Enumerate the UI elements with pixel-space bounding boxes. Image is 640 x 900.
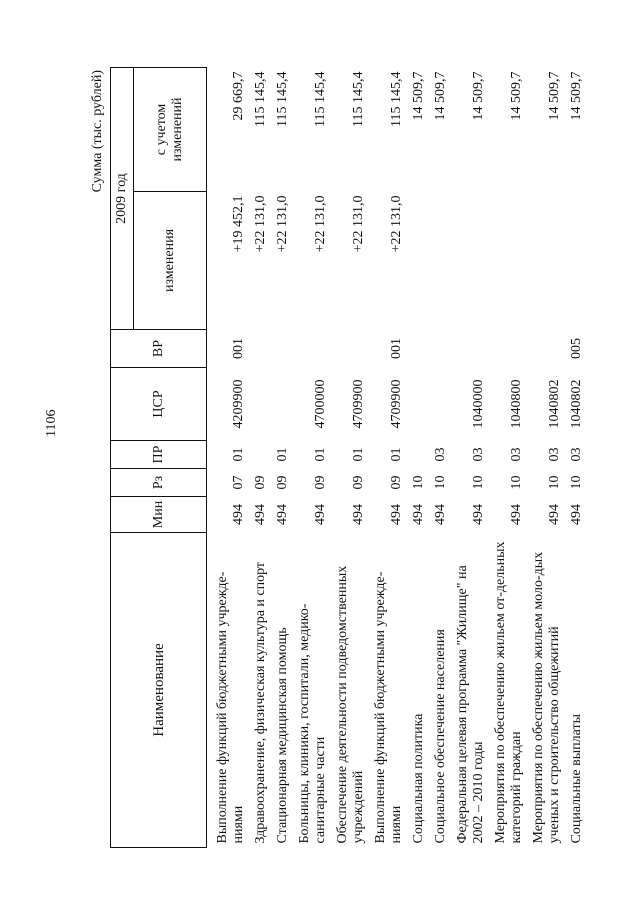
row-rz: 09 — [275, 475, 290, 490]
row-name: Федеральная целевая программа "Жилище" на 2002 – 2010 годы — [455, 565, 486, 844]
row-pr: 03 — [509, 447, 524, 462]
row-pr — [408, 441, 430, 469]
row-rz: 07 — [231, 475, 246, 490]
header-with-changes: с учетом изменений — [134, 68, 207, 192]
row-min: 494 — [471, 504, 486, 525]
row-pr: 01 — [313, 447, 328, 462]
row-name: Здравоохранение, физическая культура и спорт — [253, 561, 268, 844]
row-vr — [528, 330, 566, 368]
row-csr: 4709900 — [389, 379, 404, 429]
row-csr — [430, 368, 452, 441]
row-min: 494 — [275, 504, 290, 525]
header-pr: ПР — [111, 441, 207, 469]
row-csr: 4209900 — [231, 379, 246, 429]
row-min: 494 — [569, 504, 584, 525]
row-rz: 10 — [471, 475, 486, 490]
row-change: +22 131,0 — [313, 195, 328, 253]
table-row — [566, 68, 588, 848]
row-csr — [408, 368, 430, 441]
row-csr: 1040000 — [471, 379, 486, 429]
row-rz: 09 — [389, 475, 404, 490]
table-row — [272, 68, 294, 848]
row-vr: 001 — [389, 338, 404, 359]
row-rz: 10 — [411, 475, 426, 490]
row-pr: 01 — [351, 447, 366, 462]
row-vr — [332, 330, 370, 368]
row-change — [490, 192, 528, 330]
row-vr — [452, 330, 490, 368]
table-row — [490, 68, 528, 848]
row-name: Стационарная медицинская помощь — [275, 627, 290, 844]
row-change — [528, 192, 566, 330]
row-change: +22 131,0 — [389, 195, 404, 253]
row-change: +22 131,0 — [275, 195, 290, 253]
table-row — [408, 68, 430, 848]
row-rz: 09 — [351, 475, 366, 490]
row-total: 14 509,7 — [433, 71, 448, 121]
row-total: 14 509,7 — [509, 71, 524, 121]
row-change: +22 131,0 — [253, 195, 268, 253]
row-total: 14 509,7 — [547, 71, 562, 121]
row-min: 494 — [351, 504, 366, 525]
row-rz: 09 — [313, 475, 328, 490]
table-body — [207, 68, 589, 848]
row-change: +19 452,1 — [231, 195, 246, 253]
row-csr — [272, 368, 294, 441]
row-rz: 10 — [569, 475, 584, 490]
row-name: Больницы, клиники, госпитали, медико-санитарные части — [297, 603, 328, 844]
row-rz: 10 — [547, 475, 562, 490]
row-vr — [490, 330, 528, 368]
header-year: 2009 год — [111, 68, 134, 330]
table-row — [332, 68, 370, 848]
row-vr — [272, 330, 294, 368]
row-total: 115 145,4 — [253, 71, 268, 127]
row-name: Мероприятия по обеспечению жильем от-дельных категорий граждан — [493, 541, 524, 844]
rotated-table-block — [88, 68, 584, 848]
row-change — [452, 192, 490, 330]
row-csr: 1040802 — [569, 379, 584, 429]
header-changes: изменения — [134, 192, 207, 330]
row-name: Выполнение функций бюджетными учрежде-ниями — [373, 571, 404, 844]
row-pr: 01 — [275, 447, 290, 462]
row-name: Мероприятия по обеспечению жильем моло-дых ученых и строительство общежитий — [531, 551, 562, 844]
row-name: Выполнение функций бюджетными учрежде-ниями — [215, 571, 246, 844]
table-row — [370, 68, 408, 848]
table-row — [294, 68, 332, 848]
table-row — [250, 68, 272, 848]
row-total: 14 509,7 — [471, 71, 486, 121]
row-csr: 1040802 — [547, 379, 562, 429]
row-min: 494 — [313, 504, 328, 525]
row-min: 494 — [509, 504, 524, 525]
row-pr: 03 — [433, 447, 448, 462]
row-min: 494 — [433, 504, 448, 525]
row-total: 29 669,7 — [231, 71, 246, 121]
row-change: +22 131,0 — [351, 195, 366, 253]
row-vr — [430, 330, 452, 368]
units-label: Сумма (тыс. рублей) — [90, 70, 105, 193]
budget-table — [110, 67, 588, 848]
header-name: Наименование — [111, 533, 207, 848]
row-pr: 01 — [231, 447, 246, 462]
row-csr: 1040800 — [509, 379, 524, 429]
page-number: 1106 — [44, 409, 59, 437]
row-total: 14 509,7 — [569, 71, 584, 121]
row-vr: 005 — [569, 338, 584, 359]
row-name: Обеспечение деятельности подведомственных учреждений — [335, 565, 366, 844]
table-row — [528, 68, 566, 848]
header-row-top — [111, 68, 134, 848]
row-pr: 03 — [547, 447, 562, 462]
header-csr: ЦСР — [111, 368, 207, 441]
row-pr: 03 — [569, 447, 584, 462]
row-pr — [250, 441, 272, 469]
row-total: 115 145,4 — [275, 71, 290, 127]
row-pr: 03 — [471, 447, 486, 462]
row-vr: 001 — [231, 338, 246, 359]
row-min: 494 — [411, 504, 426, 525]
header-rz: Рз — [111, 469, 207, 497]
row-vr — [294, 330, 332, 368]
row-name: Социальные выплаты — [569, 713, 584, 844]
row-csr: 4709900 — [351, 379, 366, 429]
header-min: Мин — [111, 497, 207, 533]
table-row — [207, 68, 251, 848]
row-total: 115 145,4 — [313, 71, 328, 127]
row-rz: 10 — [509, 475, 524, 490]
row-total: 14 509,7 — [411, 71, 426, 121]
header-vr: ВР — [111, 330, 207, 368]
row-name: Социальная политика — [411, 713, 426, 844]
row-change — [430, 192, 452, 330]
row-csr — [250, 368, 272, 441]
row-rz: 10 — [433, 475, 448, 490]
row-min: 494 — [231, 504, 246, 525]
table-row — [430, 68, 452, 848]
row-pr: 01 — [389, 447, 404, 462]
row-total: 115 145,4 — [351, 71, 366, 127]
row-min: 494 — [389, 504, 404, 525]
row-rz: 09 — [253, 475, 268, 490]
row-min: 494 — [547, 504, 562, 525]
row-vr — [250, 330, 272, 368]
row-csr: 4700000 — [313, 379, 328, 429]
row-min: 494 — [253, 504, 268, 525]
row-name: Социальное обеспечение населения — [433, 629, 448, 844]
row-change — [566, 192, 588, 330]
row-vr — [408, 330, 430, 368]
row-change — [408, 192, 430, 330]
table-row — [452, 68, 490, 848]
row-total: 115 145,4 — [389, 71, 404, 127]
